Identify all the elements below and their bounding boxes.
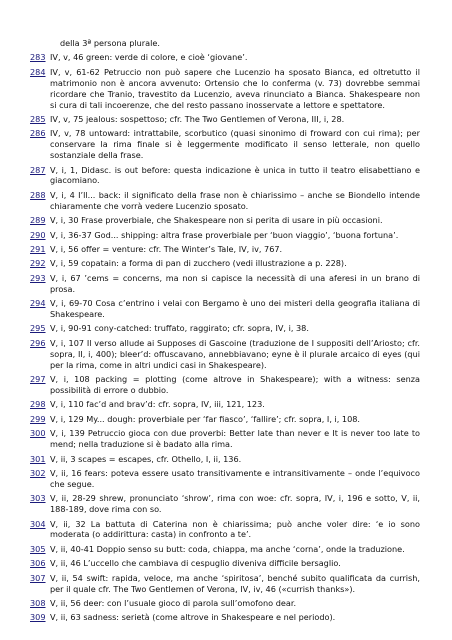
note-item (30, 519, 420, 541)
note-item (30, 612, 420, 623)
note-item (30, 454, 420, 465)
note-text: IV, v, 46 green: verde di colore, e cioè ‘giovane’. (50, 52, 248, 63)
note-number-link[interactable]: 306 (30, 558, 46, 569)
note-number-link[interactable]: 297 (30, 374, 46, 385)
note-text: V, i, 59 copatain: a forma di pan di zucchero (vedi illustrazione a p. 228). (50, 258, 347, 269)
note-text: V, i, 1, Didasc. is out before: questa indicazione è unica in tutto il teatro elisabettiano e giacomiano. (50, 164, 420, 186)
note-number-link[interactable]: 304 (30, 518, 46, 529)
note-item (30, 468, 420, 490)
note-number-link[interactable]: 295 (30, 323, 46, 334)
note-number-link[interactable]: 300 (30, 428, 46, 439)
note-item (30, 114, 420, 125)
note-number-link[interactable]: 303 (30, 493, 46, 504)
note-text: V, i, 69-70 Cosa c’entrino i velai con Bergamo è uno dei misteri della geografia italiana di Shakespeare. (50, 298, 420, 320)
note-text: IV, v, 75 jealous: sospettoso; cfr. The Two Gentlemen of Verona, III, i, 28. (50, 113, 345, 124)
note-number-link[interactable]: 286 (30, 128, 46, 139)
note-item (30, 544, 420, 555)
note-number-link[interactable]: 293 (30, 272, 46, 283)
note-text: V, ii, 46 L’uccello che cambiava di cespuglio diveniva difficile bersaglio. (50, 558, 341, 569)
note-number-link[interactable]: 284 (30, 66, 46, 77)
note-number-link[interactable]: 302 (30, 467, 46, 478)
note-text: V, ii, 28-29 shrew, pronunciato ‘shrow’, rima con woe: cfr. sopra, IV, i, 196 e sotto, V, ii, 188-189, dove rima con so. (50, 493, 420, 515)
note-text: V, i, 90-91 cony-catched: truffato, raggirato; cfr. sopra, IV, i, 38. (50, 323, 309, 334)
note-text: IV, v, 78 untoward: intrattabile, scorbutico (quasi sinonimo di froward con cui rima); per conservare la rima finale si è leggermente modificato il senso letterale, non quello sostanziale della frase. (50, 128, 420, 161)
note-item (30, 244, 420, 255)
note-item (30, 128, 420, 161)
note-item (30, 338, 420, 371)
note-item (30, 598, 420, 609)
note-text: V, ii, 32 La battuta di Caterina non è chiarissima; può anche voler dire: ‘e io sono moderata (o addirittura: casta) in confronto a te’. (50, 518, 420, 540)
note-number-link[interactable]: 290 (30, 229, 46, 240)
notes-list (30, 52, 420, 623)
note-text: V, ii, 16 fears: poteva essere usato transitivamente e intransitivamente – onde l’equivoco che segue. (50, 467, 420, 489)
note-item (30, 258, 420, 269)
note-text: V, ii, 63 sadness: serietà (come altrove in Shakespeare e nel periodo). (50, 612, 336, 623)
note-text: V, i, 4 I’ll... back: il significato della frase non è chiarissimo – anche se Biondello intende chiaramente che vorrà vedere Lucenzio sposato. (50, 189, 420, 211)
note-number-link[interactable]: 298 (30, 399, 46, 410)
note-item (30, 67, 420, 111)
note-number-link[interactable]: 292 (30, 258, 46, 269)
note-number-link[interactable]: 307 (30, 572, 46, 583)
note-number-link[interactable]: 305 (30, 543, 46, 554)
note-text: V, ii, 40-41 Doppio senso su butt: coda, chiappa, ma anche ‘corna’, onde la traduzione. (50, 543, 405, 554)
note-item (30, 323, 420, 334)
note-number-link[interactable]: 285 (30, 113, 46, 124)
note-item (30, 399, 420, 410)
note-text: V, i, 36-37 God... shipping: altra frase proverbiale per ‘buon viaggio’, ‘buona fortuna’. (50, 229, 399, 240)
note-text: V, ii, 54 swift: rapida, veloce, ma anche ‘spiritosa’, benché subito qualificata da currish, per il quale cfr. The Two Gentlemen of Verona, IV, iv, 46 («currish thanks»). (50, 572, 420, 594)
note-text: V, i, 107 Il verso allude ai Supposes di Gascoine (traduzione de I suppositi dell’Ariosto; cfr. sopra, II, i, 400); bleer’d: offuscavano, annebbiavano; eyne è il plurale arcaico di eyes (qui per la rima, come in altri undici casi in Shakespeare). (50, 337, 420, 370)
note-text: V, i, 129 My... dough: proverbiale per ‘far fiasco’, ‘fallire’; cfr. sopra, I, i, 108. (50, 413, 361, 424)
note-number-link[interactable]: 283 (30, 52, 46, 63)
note-text: V, i, 108 packing = plotting (come altrove in Shakespeare); with a witness: senza possibilità di errore o dubbio. (50, 374, 420, 395)
note-item (30, 374, 420, 396)
note-number-link[interactable]: 291 (30, 244, 46, 254)
note-number-link[interactable]: 288 (30, 189, 46, 200)
note-item (30, 428, 420, 450)
note-item (30, 558, 420, 569)
note-item (30, 52, 420, 63)
note-text: V, i, 67 ’cems = concerns, ma non si capisce la necessità di una aferesi in un brano di prosa. (50, 272, 420, 294)
note-item (30, 414, 420, 425)
note-item (30, 230, 420, 241)
note-number-link[interactable]: 294 (30, 298, 46, 309)
note-text: IV, v, 61-62 Petruccio non può sapere che Lucenzio ha sposato Bianca, ed oltretutto il matrimonio non è ancora avvenuto: Ortensio che lo conferma (v. 73) dovrebbe semmai ricordare che Tranio, travestito da Lucenzio, aveva rinunciato a Bianca. Shakespeare non si cura di tali incoerenze, che del resto passano inosservate a lettore e spettatore. (50, 66, 420, 110)
note-item (30, 573, 420, 595)
note-item (30, 215, 420, 226)
note-number-link[interactable]: 308 (30, 597, 46, 608)
note-number-link[interactable]: 309 (30, 612, 46, 623)
note-item (30, 190, 420, 212)
note-item (30, 298, 420, 320)
note-text: V, ii, 3 scapes = escapes, cfr. Othello, I, ii, 136. (50, 453, 242, 464)
note-item (30, 165, 420, 187)
note-number-link[interactable]: 296 (30, 337, 46, 348)
note-number-link[interactable]: 289 (30, 215, 46, 226)
note-number-link[interactable]: 299 (30, 413, 46, 424)
note-number-link[interactable]: 301 (30, 453, 46, 464)
note-item (30, 273, 420, 295)
note-item (30, 493, 420, 515)
note-text: V, i, 56 offer = venture: cfr. The Winter’s Tale, IV, iv, 767. (50, 244, 283, 254)
continued-note-text: della 3ª persona plurale. (60, 38, 160, 48)
note-number-link[interactable]: 287 (30, 164, 46, 175)
note-text: V, i, 139 Petruccio gioca con due proverbi: Better late than never e It is never too late to mend; nella traduzione si è badato alla rima. (50, 428, 420, 450)
note-text: V, i, 30 Frase proverbiale, che Shakespeare non si perita di usare in più occasioni. (50, 215, 383, 226)
note-text: V, i, 110 fac’d and brav’d: cfr. sopra, IV, iii, 121, 123. (50, 399, 265, 410)
note-text: V, ii, 56 deer: con l’usuale gioco di parola sull’omofono dear. (50, 597, 297, 608)
